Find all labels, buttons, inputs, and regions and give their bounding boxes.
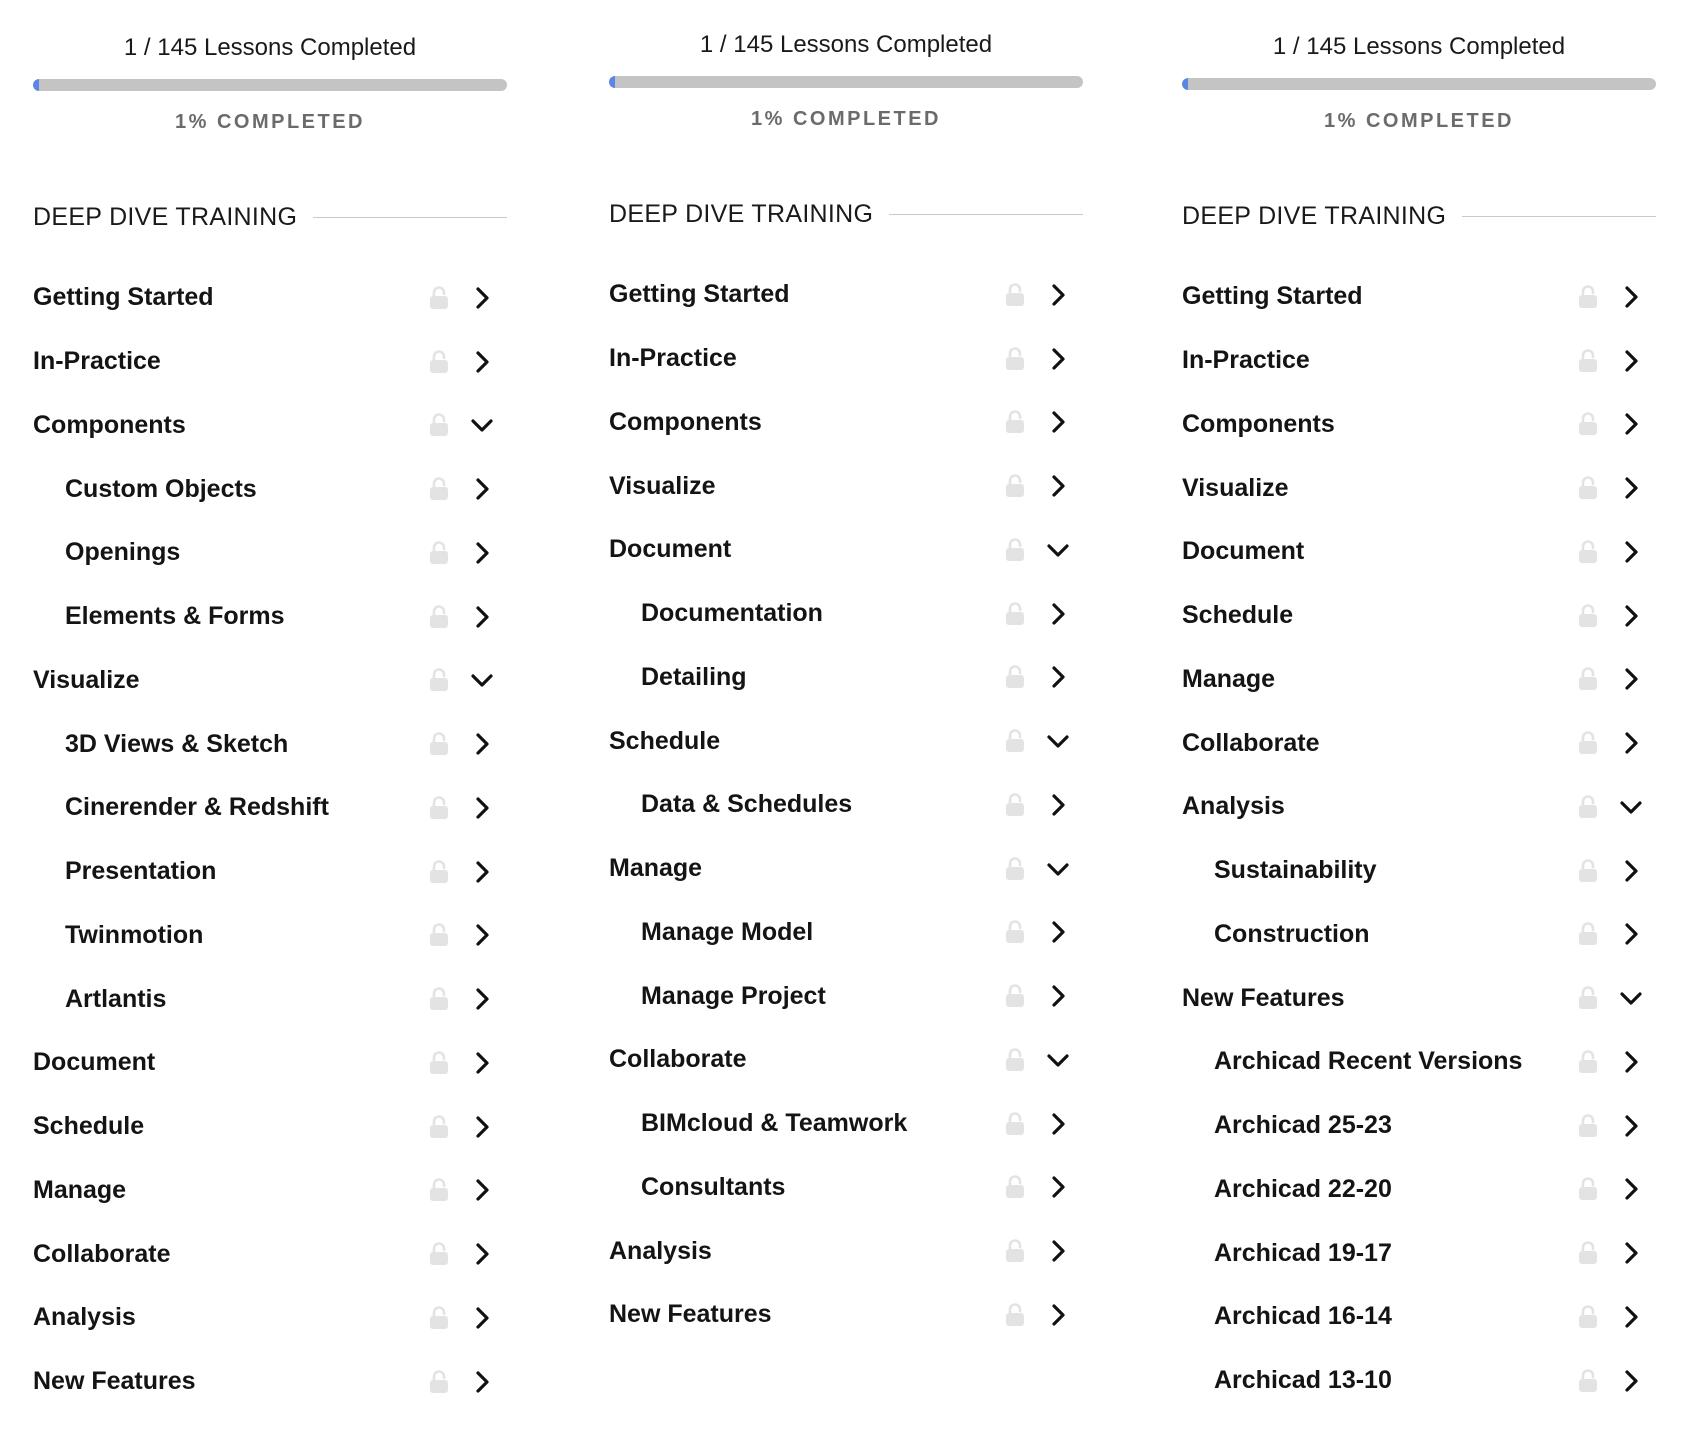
section-divider bbox=[889, 214, 1083, 215]
lock-icon bbox=[427, 1305, 451, 1331]
lock-icon bbox=[1003, 346, 1027, 372]
menu-item-label: Sustainability bbox=[1214, 856, 1377, 885]
menu-item-presentation[interactable] bbox=[33, 840, 507, 904]
lock-icon bbox=[1576, 794, 1600, 820]
menu-item-label: In-Practice bbox=[1182, 346, 1310, 375]
menu-item-document[interactable] bbox=[1182, 520, 1656, 584]
chevron-right-icon[interactable] bbox=[469, 986, 495, 1012]
menu-item-label: Visualize bbox=[33, 665, 140, 694]
chevron-right-icon[interactable] bbox=[469, 349, 495, 375]
lessons-completed-text: 1 / 145 Lessons Completed bbox=[699, 31, 993, 58]
lock-icon bbox=[427, 795, 451, 821]
menu-item-twinmotion[interactable] bbox=[33, 904, 507, 968]
menu-item-new-features[interactable] bbox=[1182, 966, 1656, 1030]
chevron-right-icon[interactable] bbox=[1045, 1111, 1071, 1137]
lock-icon bbox=[1003, 1174, 1027, 1200]
menu-item-label: Consultants bbox=[641, 1172, 786, 1201]
lock-icon bbox=[427, 667, 451, 693]
menu-item-manage-project[interactable] bbox=[609, 964, 1083, 1028]
chevron-right-icon[interactable] bbox=[469, 540, 495, 566]
lock-icon bbox=[427, 1369, 451, 1395]
chevron-right-icon[interactable] bbox=[1618, 411, 1644, 437]
chevron-right-icon[interactable] bbox=[469, 1114, 495, 1140]
lock-icon bbox=[1576, 1240, 1600, 1266]
menu-item-schedule[interactable] bbox=[33, 1095, 507, 1159]
menu-item-schedule[interactable] bbox=[609, 709, 1083, 773]
menu-item-label: Manage bbox=[1182, 664, 1276, 693]
menu-item-getting-started[interactable] bbox=[1182, 265, 1656, 329]
menu-item-label: Manage bbox=[609, 854, 703, 883]
menu-item-label: Detailing bbox=[641, 662, 747, 691]
chevron-right-icon[interactable] bbox=[1618, 921, 1644, 947]
menu-item-label: New Features bbox=[33, 1367, 196, 1396]
menu-item-elements-and-forms[interactable] bbox=[33, 585, 507, 649]
lock-icon bbox=[427, 540, 451, 566]
menu-item-components[interactable] bbox=[33, 394, 507, 458]
menu-item-label: Schedule bbox=[33, 1112, 145, 1141]
percent-completed-text: 1% COMPLETED bbox=[750, 108, 942, 130]
chevron-right-icon[interactable] bbox=[469, 1177, 495, 1203]
lock-icon bbox=[1576, 1176, 1600, 1202]
menu-item-label: Archicad 13-10 bbox=[1214, 1366, 1392, 1395]
chevron-down-icon[interactable] bbox=[1045, 856, 1071, 882]
menu-item-manage[interactable] bbox=[33, 1159, 507, 1223]
menu-item-label: Archicad Recent Versions bbox=[1214, 1047, 1523, 1076]
chevron-down-icon[interactable] bbox=[469, 667, 495, 693]
progress-bar-fill bbox=[1182, 78, 1188, 90]
lock-icon bbox=[1576, 603, 1600, 629]
chevron-right-icon[interactable] bbox=[1618, 730, 1644, 756]
menu-item-label: Visualize bbox=[609, 471, 716, 500]
lock-icon bbox=[427, 1050, 451, 1076]
menu-item-getting-started[interactable] bbox=[609, 263, 1083, 327]
menu-item-label: Collaborate bbox=[1182, 728, 1320, 757]
menu-item-label: 3D Views & Sketch bbox=[65, 729, 289, 758]
menu-item-new-features[interactable] bbox=[33, 1350, 507, 1414]
progress-bar-fill bbox=[33, 79, 39, 91]
lock-icon bbox=[1576, 1113, 1600, 1139]
lock-icon bbox=[1576, 284, 1600, 310]
percent-completed-text: 1% COMPLETED bbox=[1323, 110, 1515, 132]
menu-item-collaborate[interactable] bbox=[33, 1222, 507, 1286]
chevron-right-icon[interactable] bbox=[1045, 983, 1071, 1009]
menu-item-label: Document bbox=[609, 535, 732, 564]
chevron-right-icon[interactable] bbox=[1618, 539, 1644, 565]
menu-item-label: New Features bbox=[1182, 983, 1345, 1012]
lock-icon bbox=[1576, 1049, 1600, 1075]
menu-item-documentation[interactable] bbox=[609, 582, 1083, 646]
menu-item-in-practice[interactable] bbox=[1182, 329, 1656, 393]
menu-item-visualize[interactable] bbox=[1182, 456, 1656, 520]
chevron-right-icon[interactable] bbox=[1618, 348, 1644, 374]
menu-item-label: Manage Model bbox=[641, 917, 814, 946]
menu-item-label: Custom Objects bbox=[65, 474, 257, 503]
menu-item-label: Data & Schedules bbox=[641, 790, 853, 819]
menu-item-manage[interactable] bbox=[1182, 648, 1656, 712]
menu-item-label: Components bbox=[609, 407, 762, 436]
menu-item-sustainability[interactable] bbox=[1182, 839, 1656, 903]
lock-icon bbox=[1576, 411, 1600, 437]
menu-item-openings[interactable] bbox=[33, 521, 507, 585]
chevron-right-icon[interactable] bbox=[469, 604, 495, 630]
menu-item-label: Analysis bbox=[1182, 792, 1285, 821]
chevron-right-icon[interactable] bbox=[1045, 409, 1071, 435]
menu-item-label: Archicad 25-23 bbox=[1214, 1111, 1392, 1140]
menu-item-visualize[interactable] bbox=[609, 454, 1083, 518]
progress-bar bbox=[33, 79, 507, 91]
menu-item-manage-model[interactable] bbox=[609, 901, 1083, 965]
lock-icon bbox=[427, 285, 451, 311]
lock-icon bbox=[1003, 728, 1027, 754]
chevron-down-icon[interactable] bbox=[1045, 728, 1071, 754]
lock-icon bbox=[1003, 1047, 1027, 1073]
lock-icon bbox=[1576, 1304, 1600, 1330]
chevron-right-icon[interactable] bbox=[1618, 1113, 1644, 1139]
chevron-right-icon[interactable] bbox=[1045, 1174, 1071, 1200]
menu-item-data-and-schedules[interactable] bbox=[609, 773, 1083, 837]
chevron-right-icon[interactable] bbox=[1618, 858, 1644, 884]
menu-item-manage[interactable] bbox=[609, 837, 1083, 901]
menu-item-in-practice[interactable] bbox=[33, 330, 507, 394]
menu-item-visualize[interactable] bbox=[33, 649, 507, 713]
menu-item-label: Components bbox=[33, 410, 186, 439]
chevron-right-icon[interactable] bbox=[1045, 919, 1071, 945]
lock-icon bbox=[1576, 475, 1600, 501]
lock-icon bbox=[427, 1241, 451, 1267]
lock-icon bbox=[1003, 409, 1027, 435]
menu-item-getting-started[interactable] bbox=[33, 266, 507, 330]
chevron-right-icon[interactable] bbox=[469, 922, 495, 948]
menu-item-label: Construction bbox=[1214, 919, 1370, 948]
lock-icon bbox=[1003, 664, 1027, 690]
menu-item-label: Documentation bbox=[641, 599, 823, 628]
chevron-right-icon[interactable] bbox=[1045, 282, 1071, 308]
menu-item-label: New Features bbox=[609, 1300, 772, 1329]
menu-item-label: Openings bbox=[65, 538, 181, 567]
menu-item-new-features[interactable] bbox=[609, 1283, 1083, 1347]
menu-item-detailing[interactable] bbox=[609, 646, 1083, 710]
lock-icon bbox=[427, 1114, 451, 1140]
lock-icon bbox=[1576, 348, 1600, 374]
chevron-right-icon[interactable] bbox=[1045, 1302, 1071, 1328]
chevron-right-icon[interactable] bbox=[1618, 666, 1644, 692]
progress-bar-fill bbox=[609, 76, 615, 88]
menu-item-schedule[interactable] bbox=[1182, 584, 1656, 648]
menu-item-label: Getting Started bbox=[1182, 282, 1363, 311]
lock-icon bbox=[427, 604, 451, 630]
chevron-right-icon[interactable] bbox=[1618, 1049, 1644, 1075]
progress-bar bbox=[609, 76, 1083, 88]
menu-item-label: Document bbox=[33, 1048, 156, 1077]
section-heading-title: DEEP DIVE TRAINING bbox=[609, 199, 874, 228]
menu-item-archicad-13-10[interactable] bbox=[1182, 1349, 1656, 1413]
progress-bar bbox=[1182, 78, 1656, 90]
chevron-right-icon[interactable] bbox=[469, 1050, 495, 1076]
menu-item-archicad-25-23[interactable] bbox=[1182, 1094, 1656, 1158]
menu-item-analysis[interactable] bbox=[609, 1219, 1083, 1283]
chevron-right-icon[interactable] bbox=[1618, 603, 1644, 629]
chevron-right-icon[interactable] bbox=[1045, 1238, 1071, 1264]
menu-item-artlantis[interactable] bbox=[33, 967, 507, 1031]
menu-item-label: Schedule bbox=[1182, 601, 1294, 630]
lock-icon bbox=[1576, 730, 1600, 756]
chevron-right-icon[interactable] bbox=[1618, 1368, 1644, 1394]
chevron-right-icon[interactable] bbox=[1618, 1176, 1644, 1202]
lock-icon bbox=[1003, 601, 1027, 627]
lock-icon bbox=[427, 859, 451, 885]
lock-icon bbox=[1576, 921, 1600, 947]
menu-item-3d-views-and-sketch[interactable] bbox=[33, 712, 507, 776]
lock-icon bbox=[1003, 792, 1027, 818]
section-heading bbox=[1182, 199, 1656, 233]
menu-item-label: Collaborate bbox=[609, 1045, 747, 1074]
menu-item-label: Getting Started bbox=[609, 280, 790, 309]
chevron-right-icon[interactable] bbox=[1045, 346, 1071, 372]
menu-item-construction[interactable] bbox=[1182, 903, 1656, 967]
chevron-down-icon[interactable] bbox=[1045, 537, 1071, 563]
menu-item-cinerender-and-redshift[interactable] bbox=[33, 776, 507, 840]
menu-item-label: Archicad 19-17 bbox=[1214, 1238, 1392, 1267]
chevron-down-icon[interactable] bbox=[1045, 1047, 1071, 1073]
menu-item-archicad-19-17[interactable] bbox=[1182, 1221, 1656, 1285]
lock-icon bbox=[1003, 919, 1027, 945]
menu-item-document[interactable] bbox=[609, 518, 1083, 582]
lock-icon bbox=[1003, 983, 1027, 1009]
course-menu bbox=[1182, 265, 1656, 1413]
course-menu bbox=[33, 266, 507, 1414]
section-heading bbox=[33, 200, 507, 234]
lock-icon bbox=[1003, 537, 1027, 563]
chevron-down-icon[interactable] bbox=[469, 412, 495, 438]
lock-icon bbox=[427, 349, 451, 375]
lock-icon bbox=[1576, 539, 1600, 565]
lock-icon bbox=[1576, 1368, 1600, 1394]
menu-item-analysis[interactable] bbox=[1182, 775, 1656, 839]
chevron-down-icon[interactable] bbox=[1618, 985, 1644, 1011]
chevron-right-icon[interactable] bbox=[1045, 792, 1071, 818]
chevron-right-icon[interactable] bbox=[1045, 664, 1071, 690]
chevron-right-icon[interactable] bbox=[1618, 475, 1644, 501]
menu-item-label: Manage bbox=[33, 1175, 127, 1204]
chevron-right-icon[interactable] bbox=[469, 476, 495, 502]
menu-item-archicad-16-14[interactable] bbox=[1182, 1285, 1656, 1349]
lock-icon bbox=[427, 922, 451, 948]
menu-item-components[interactable] bbox=[609, 391, 1083, 455]
menu-item-collaborate[interactable] bbox=[1182, 711, 1656, 775]
menu-item-label: Twinmotion bbox=[65, 920, 204, 949]
menu-item-label: Archicad 16-14 bbox=[1214, 1302, 1392, 1331]
lock-icon bbox=[1003, 1238, 1027, 1264]
lock-icon bbox=[1576, 858, 1600, 884]
menu-item-components[interactable] bbox=[1182, 393, 1656, 457]
lock-icon bbox=[427, 412, 451, 438]
menu-item-analysis[interactable] bbox=[33, 1286, 507, 1350]
menu-item-label: Elements & Forms bbox=[65, 602, 285, 631]
menu-item-label: Schedule bbox=[609, 726, 721, 755]
chevron-right-icon[interactable] bbox=[1045, 601, 1071, 627]
menu-item-document[interactable] bbox=[33, 1031, 507, 1095]
menu-item-consultants[interactable] bbox=[609, 1156, 1083, 1220]
percent-completed-text: 1% COMPLETED bbox=[174, 111, 366, 133]
section-heading-title: DEEP DIVE TRAINING bbox=[1182, 201, 1447, 230]
chevron-right-icon[interactable] bbox=[469, 859, 495, 885]
menu-item-label: Presentation bbox=[65, 857, 217, 886]
course-menu bbox=[609, 263, 1083, 1347]
section-heading bbox=[609, 197, 1083, 231]
lock-icon bbox=[427, 476, 451, 502]
menu-item-label: Analysis bbox=[33, 1303, 136, 1332]
lock-icon bbox=[1003, 1111, 1027, 1137]
chevron-right-icon[interactable] bbox=[469, 1305, 495, 1331]
menu-item-label: Manage Project bbox=[641, 981, 826, 1010]
lessons-completed-text: 1 / 145 Lessons Completed bbox=[1272, 33, 1566, 60]
lock-icon bbox=[1576, 666, 1600, 692]
lock-icon bbox=[1576, 985, 1600, 1011]
chevron-down-icon[interactable] bbox=[1618, 794, 1644, 820]
chevron-right-icon[interactable] bbox=[1045, 473, 1071, 499]
menu-item-label: Cinerender & Redshift bbox=[65, 793, 329, 822]
menu-item-label: Document bbox=[1182, 537, 1305, 566]
section-heading-title: DEEP DIVE TRAINING bbox=[33, 202, 298, 231]
section-divider bbox=[1462, 216, 1656, 217]
menu-item-archicad-recent-versions[interactable] bbox=[1182, 1030, 1656, 1094]
lock-icon bbox=[427, 1177, 451, 1203]
lock-icon bbox=[427, 731, 451, 757]
lock-icon bbox=[1003, 856, 1027, 882]
menu-item-label: Components bbox=[1182, 409, 1335, 438]
lock-icon bbox=[1003, 1302, 1027, 1328]
menu-item-label: In-Practice bbox=[33, 347, 161, 376]
section-divider bbox=[313, 217, 507, 218]
chevron-right-icon[interactable] bbox=[469, 1241, 495, 1267]
menu-item-label: Artlantis bbox=[65, 984, 167, 1013]
lessons-completed-text: 1 / 145 Lessons Completed bbox=[123, 34, 417, 61]
menu-item-label: Archicad 22-20 bbox=[1214, 1174, 1392, 1203]
menu-item-bimcloud-and-teamwork[interactable] bbox=[609, 1092, 1083, 1156]
lock-icon bbox=[427, 986, 451, 1012]
menu-item-label: Visualize bbox=[1182, 473, 1289, 502]
lock-icon bbox=[1003, 282, 1027, 308]
menu-item-label: Analysis bbox=[609, 1236, 712, 1265]
chevron-right-icon[interactable] bbox=[1618, 284, 1644, 310]
menu-item-in-practice[interactable] bbox=[609, 327, 1083, 391]
menu-item-archicad-22-20[interactable] bbox=[1182, 1158, 1656, 1222]
lock-icon bbox=[1003, 473, 1027, 499]
chevron-right-icon[interactable] bbox=[469, 285, 495, 311]
chevron-right-icon[interactable] bbox=[469, 1369, 495, 1395]
chevron-right-icon[interactable] bbox=[1618, 1240, 1644, 1266]
chevron-right-icon[interactable] bbox=[469, 795, 495, 821]
chevron-right-icon[interactable] bbox=[469, 731, 495, 757]
menu-item-custom-objects[interactable] bbox=[33, 457, 507, 521]
chevron-right-icon[interactable] bbox=[1618, 1304, 1644, 1330]
menu-item-collaborate[interactable] bbox=[609, 1028, 1083, 1092]
menu-item-label: Collaborate bbox=[33, 1239, 171, 1268]
menu-item-label: Getting Started bbox=[33, 283, 214, 312]
menu-item-label: In-Practice bbox=[609, 344, 737, 373]
menu-item-label: BIMcloud & Teamwork bbox=[641, 1109, 908, 1138]
